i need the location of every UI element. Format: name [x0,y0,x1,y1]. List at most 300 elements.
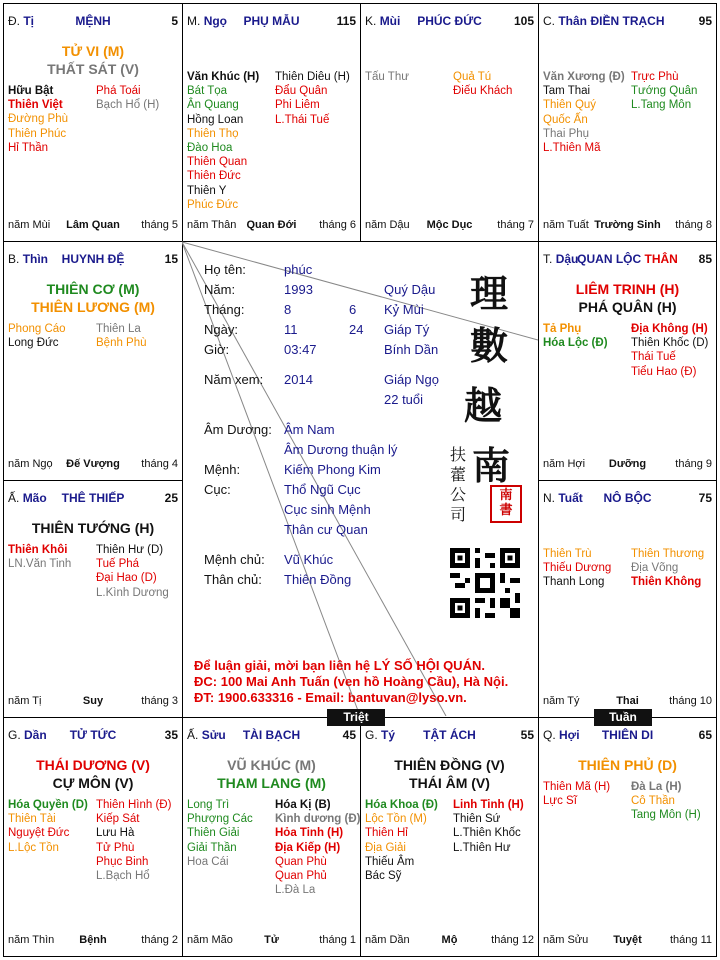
red-seal: 南 書 [490,485,522,523]
palace-header [543,491,712,507]
palace-ti[interactable] [3,3,183,242]
thang-value: 8 [284,302,292,317]
palace-prefix: N. [543,491,555,505]
palace-branch: Tuất [558,491,583,505]
palace-ngo[interactable] [182,3,361,242]
footer-year: năm Dậu [365,219,410,231]
minor-star: Phượng Các [187,813,253,826]
minor-star: Thiên Diêu (H) [275,71,350,83]
palace-title [543,252,712,266]
minor-star: Đẩu Quân [275,85,328,98]
minor-star: Thiên Khôi [8,544,68,556]
palace-branch: Tị [23,14,35,28]
palace-branch: Dần [24,728,47,742]
palace-footer [543,219,712,233]
minor-star: Hóa Lộc (Đ) [543,337,608,350]
minor-star: Hỏa Tinh (H) [275,827,344,840]
minor-star: Hữu Bật [8,85,54,97]
footer-month: tháng 10 [669,695,712,707]
minor-star: Trực Phù [631,71,679,83]
palace-hoi[interactable] [538,717,717,957]
minor-star: Thiên Không [631,576,702,589]
palace-number: 55 [520,728,534,742]
minor-star: Hồng Loan [187,113,244,126]
triet-marker: Triệt [327,709,385,726]
main-star: THẤT SÁT (V) [47,61,139,77]
gio-value: 03:47 [284,342,317,357]
palace-branch: Mão [22,491,47,505]
nam-value: 1993 [284,282,313,297]
minor-star: Bác Sỹ [365,870,402,883]
minor-star: Tả Phụ [543,323,582,335]
footer-year: năm Tị [8,695,42,707]
minor-star: L.Bạch Hổ [96,870,150,883]
minor-stars-left [187,70,259,212]
palace-header [8,252,178,268]
logo-char-4: 南 [472,443,511,488]
minor-star: Đào Hoa [187,142,233,155]
cuc-label: Cục: [204,482,231,497]
minor-stars-right [275,798,360,897]
palace-header [8,14,178,30]
minor-star: Thiếu Dương [543,562,612,575]
palace-thin[interactable] [3,241,183,481]
main-star: TỬ VI (M) [61,43,125,59]
palace-footer [8,695,178,709]
footer-year: năm Ngọ [8,458,53,470]
menh-chu-value: Vũ Khúc [284,552,334,567]
minor-stars-right [96,798,171,883]
minor-star: Kiếp Sát [96,813,140,826]
palace-title [8,728,178,742]
cuc-value: Thổ Ngũ Cục [284,482,361,497]
main-star: THIÊN TƯỚNG (H) [31,520,155,536]
footer-stage: Mộc Dục [426,219,473,231]
palace-footer [365,934,534,948]
palace-branch: Sửu [201,728,226,742]
main-star: VŨ KHÚC (M) [227,757,316,773]
minor-star: Tử Phù [96,841,135,854]
minor-stars-left [8,543,71,571]
minor-stars-left [187,798,253,869]
minor-star: Long Đức [8,337,59,350]
palace-prefix: T. [543,252,553,266]
palace-prefix: Q. [543,728,556,742]
footer-month: tháng 3 [141,695,178,707]
footer-month: tháng 2 [141,934,178,946]
minor-stars-left [543,780,610,808]
minor-star: Cô Thần [631,795,675,808]
minor-star: Phi Liêm [275,99,320,112]
minor-star: L.Thiên Khốc [453,827,521,840]
minor-star: Phá Toái [96,85,141,97]
footer-stage: Suy [82,695,104,707]
contact-line-2: ĐC: 100 Mai Anh Tuấn (ven hồ Hoàng Cầu), Hà Nội. [194,674,509,689]
palace-branch: Dậu [555,252,579,266]
minor-star: L.Thái Tuế [275,113,330,126]
minor-star: Thiên Phúc [8,127,67,140]
palace-prefix: Ấ. [8,491,20,505]
palace-title-text: PHỤ MẪU [243,14,300,28]
palace-tuat[interactable] [538,480,717,718]
minor-star: Tấu Thư [365,71,409,83]
footer-stage: Lâm Quan [66,219,120,231]
main-star: THÁI DƯƠNG (V) [36,757,150,773]
than-marker: THÂN [644,252,678,266]
palace-mui[interactable] [360,3,539,242]
palace-footer [543,934,712,948]
footer-stage: Tuyệt [613,934,642,946]
palace-footer [8,934,178,948]
logo-char-1: 理 [470,271,509,316]
footer-stage: Mộ [441,934,458,946]
footer-month: tháng 5 [141,219,178,231]
nam-xem-value: 2014 [284,372,313,387]
main-star: THIÊN PHỦ (D) [578,757,677,773]
minor-stars-right [631,780,701,823]
minor-stars-right [96,322,147,350]
minor-star: Văn Khúc (H) [187,71,260,83]
minor-star: Thiên Sứ [453,813,501,826]
minor-star: L.Kình Dương [96,586,169,599]
palace-dau[interactable] [538,241,717,481]
minor-stars-right [453,70,512,98]
contact-line-1: Để luận giải, mời bạn liên hệ LÝ SỐ HỘI QUÁN. [194,658,485,673]
cuc-note-2: Thân cư Quan [284,522,368,537]
minor-star: Điếu Khách [453,85,513,98]
palace-suu[interactable] [182,717,361,957]
ho-ten-label: Họ tên: [204,262,246,277]
footer-stage: Dưỡng [608,458,647,470]
minor-star: Hóa Khoa (Đ) [365,799,438,811]
palace-footer [543,458,712,472]
main-star: THIÊN LƯƠNG (M) [31,299,155,315]
minor-star: Thiên Y [187,184,227,197]
palace-number: 65 [698,728,712,742]
minor-star: Thiên Hư (D) [96,544,164,556]
footer-stage: Quan Đới [246,219,297,231]
minor-stars-left [8,84,68,155]
minor-star: Thiên Tài [8,813,56,826]
minor-star: Thiên La [96,323,141,335]
minor-star: Thiên Quý [543,99,597,112]
footer-year: năm Thân [187,219,237,231]
palace-number: 15 [164,252,178,266]
minor-star: Địa Kiếp (H) [275,841,341,854]
minor-star: Bát Tọa [187,85,228,98]
minor-star: Đà La (H) [631,781,682,793]
minor-stars-left [543,70,625,155]
footer-year: năm Mùi [8,219,51,231]
palace-prefix: G. [365,728,378,742]
contact-line-3[interactable]: ĐT: 1900.633316 - Email: bantuvan@lyso.vn. [194,690,467,705]
palace-ty[interactable] [360,717,539,957]
palace-title [543,14,712,28]
nam-xem-can-chi: Giáp Ngọ [384,372,439,387]
minor-stars-right [96,543,169,600]
menh-label: Mệnh: [204,462,241,477]
footer-year: năm Tý [543,695,580,707]
minor-star: Văn Xương (Đ) [543,71,625,83]
minor-star: Quan Phủ [275,870,327,883]
am-duong-label: Âm Dương: [204,422,272,437]
palace-title-text: PHÚC ĐỨC [417,14,482,28]
palace-title-text: THIÊN DI [601,728,654,742]
thang-can-chi: Kỷ Mùi [384,302,424,317]
footer-stage: Thai [616,695,639,707]
minor-star: Quốc Ấn [543,113,588,126]
palace-footer [187,934,356,948]
minor-star: Phục Binh [96,855,149,868]
contact-block [194,658,508,706]
minor-stars-right [631,70,697,113]
palace-branch: Thân [558,14,588,28]
minor-star: Thiên Hình (Đ) [96,799,172,811]
minor-star: L.Thiên Mã [543,142,601,155]
minor-star: Linh Tinh (H) [453,799,524,811]
palace-number: 35 [164,728,178,742]
minor-star: Nguyệt Đức [8,827,70,840]
minor-star: Thiên Quan [187,156,248,169]
minor-star: Tiểu Hao (Đ) [631,365,697,378]
footer-month: tháng 9 [675,458,712,470]
than-chu-label: Thân chủ: [204,572,262,587]
qr-code-icon[interactable] [450,548,520,618]
palace-number: 25 [164,491,178,505]
gio-can-chi: Bính Dần [384,342,439,357]
minor-star: Thai Phụ [543,127,590,140]
minor-star: Lộc Tồn (M) [365,813,427,826]
minor-star: Thiên Hỉ [365,827,408,840]
palace-branch: Hợi [559,728,580,742]
footer-year: năm Dần [365,934,410,946]
palace-header [8,491,178,507]
ngay-label: Ngày: [204,322,238,337]
cuc-note-1: Cục sinh Mệnh [284,502,371,517]
minor-star: Thái Tuế [631,351,676,364]
am-duong-value: Âm Nam [284,422,335,437]
minor-star: Đường Phù [8,113,68,126]
palace-header [365,728,534,744]
palace-title-text: ĐIỀN TRẠCH [590,14,665,28]
palace-title [543,728,712,742]
main-star: PHÁ QUÂN (H) [578,299,677,315]
palace-number: 95 [698,14,712,28]
palace-header [8,728,178,744]
minor-star: L.Lộc Tồn [8,841,59,854]
palace-number: 5 [171,14,178,28]
ngay-can-chi: Giáp Tý [384,322,430,337]
minor-star: Lực Sĩ [543,795,577,808]
palace-title-text: TẬT ÁCH [423,728,476,742]
minor-star: Bệnh Phù [96,337,147,350]
palace-header [187,14,356,30]
palace-number: 75 [698,491,712,505]
palace-branch: Tý [381,728,396,742]
palace-title [8,491,178,505]
nam-can-chi: Quý Dậu [384,282,436,297]
footer-year: năm Sửu [543,934,589,946]
minor-star: Đại Hao (D) [96,572,157,585]
palace-branch: Mùi [379,14,401,28]
minor-star: Thiên Việt [8,99,63,112]
thang-am-value: 6 [349,302,357,317]
palace-header [543,14,712,30]
minor-star: Lưu Hà [96,827,135,840]
palace-title-text: QUAN LỘC [577,252,642,266]
minor-star: Thiên Thọ [187,127,239,140]
menh-value: Kiếm Phong Kim [284,462,381,477]
palace-title [187,728,356,742]
logo-sub-4: 司 [450,505,467,524]
minor-star: Long Trì [187,799,230,811]
minor-star: Quan Phù [275,855,327,868]
minor-star: Thiên Thương [631,548,705,560]
minor-star: Hoa Cái [187,855,229,868]
palace-mao[interactable] [3,480,183,718]
minor-star: Phong Cáo [8,323,66,335]
main-star: THIÊN CƠ (M) [46,281,140,297]
minor-stars-right [453,798,524,855]
nam-xem-label: Năm xem: [204,372,264,387]
main-star: LIÊM TRINH (H) [575,281,680,297]
minor-star: Kình dương (Đ) [275,813,361,826]
minor-star: Hóa Quyền (D) [8,799,88,811]
palace-prefix: G. [8,728,21,742]
palace-title-text: TÀI BẠCH [242,728,301,742]
minor-star: Bạch Hổ (H) [96,99,160,112]
footer-stage: Đế Vượng [66,458,120,470]
logo-sub-3: 公 [450,485,467,504]
minor-star: L.Tang Môn [631,99,692,112]
minor-star: Thiên Khốc (D) [631,337,709,350]
minor-stars-left [8,798,88,855]
palace-header [365,14,534,30]
footer-month: tháng 1 [319,934,356,946]
palace-title-text: THÊ THIẾP [61,491,125,505]
tuoi-value: 22 tuổi [384,392,424,407]
minor-star: Địa Giải [365,841,406,854]
palace-title-text: NÔ BỘC [603,491,652,505]
minor-star: Tang Môn (H) [631,809,701,822]
palace-footer [8,219,178,233]
gio-label: Giờ: [204,342,230,357]
minor-star: L.Đà La [275,884,316,897]
nam-label: Năm: [204,282,236,297]
footer-stage: Bệnh [79,934,107,946]
logo-sub-2: 藿 [450,465,467,484]
ho-ten-value: phúc [284,262,313,277]
palace-branch: Thìn [22,252,49,266]
palace-number: 115 [336,14,356,28]
minor-star: Tuế Phá [96,558,140,571]
palace-header [543,728,712,744]
palace-dan[interactable] [3,717,183,957]
palace-number: 105 [513,14,534,28]
minor-star: Phúc Đức [187,198,239,211]
palace-prefix: B. [8,252,20,266]
main-star: THIÊN ĐỒNG (V) [394,757,505,773]
minor-star: Ân Quang [187,99,239,112]
palace-title [8,14,178,28]
ngay-am-value: 24 [349,322,364,337]
minor-star: Thiên Mã (H) [543,781,611,793]
footer-year: năm Mão [187,934,233,946]
center-info-panel [182,240,538,716]
footer-year: năm Tuất [543,219,589,231]
minor-star: LN.Văn Tinh [8,558,72,571]
minor-stars-left [365,70,409,84]
main-star: THAM LANG (M) [217,775,326,791]
footer-month: tháng 8 [675,219,712,231]
palace-number: 85 [698,252,712,266]
minor-star: Quả Tú [453,71,492,83]
minor-star: Giải Thần [187,841,237,854]
palace-title [365,14,534,28]
palace-header [543,252,712,268]
palace-prefix: K. [365,14,377,28]
footer-month: tháng 11 [669,934,712,946]
main-star: THÁI ÂM (V) [409,775,490,791]
main-star: CỰ MÔN (V) [52,775,134,791]
minor-star: Thiên Giải [187,827,240,840]
footer-stage: Tử [264,934,279,946]
minor-star: Thiên Đức [187,170,241,183]
minor-star: Địa Không (H) [631,323,708,335]
minor-stars-left [543,547,611,590]
minor-stars-right [631,322,708,379]
minor-star: Thiếu Âm [365,855,415,868]
ngay-value: 11 [284,322,298,337]
footer-year: năm Hợi [543,458,586,470]
logo-char-3: 越 [464,383,503,428]
than-chu-value: Thiên Đồng [284,572,352,587]
footer-year: năm Thìn [8,934,55,946]
menh-chu-label: Mệnh chủ: [204,552,265,567]
thang-label: Tháng: [204,302,245,317]
minor-stars-right [275,70,350,127]
minor-stars-left [8,322,66,350]
footer-stage: Trường Sinh [594,219,661,231]
palace-title-text: HUYNH ĐỆ [61,252,125,266]
palace-branch: Ngọ [203,14,228,28]
minor-star: Hỉ Thần [8,141,49,154]
palace-footer [8,458,178,472]
footer-month: tháng 4 [141,458,178,470]
palace-prefix: M. [187,14,201,28]
footer-month: tháng 6 [319,219,356,231]
minor-star: L.Thiên Hư [453,841,511,854]
palace-title [365,728,534,742]
minor-star: Thiên Trù [543,548,592,560]
minor-star: Tướng Quân [631,85,698,98]
palace-prefix: Đ. [8,14,20,28]
palace-title [187,14,356,28]
footer-month: tháng 12 [491,934,534,946]
logo-sub-1: 扶 [450,445,467,464]
minor-star: Hóa Kị (B) [275,799,331,811]
footer-month: tháng 7 [497,219,534,231]
minor-star: Địa Võng [631,562,679,575]
palace-prefix: Ấ. [187,728,199,742]
minor-stars-right [96,84,159,112]
palace-title-text: TỬ TỨC [69,728,117,742]
palace-footer [187,219,356,233]
minor-star: Thanh Long [543,576,605,589]
palace-prefix: C. [543,14,555,28]
palace-than[interactable] [538,3,717,242]
logo-char-2: 數 [470,323,509,368]
